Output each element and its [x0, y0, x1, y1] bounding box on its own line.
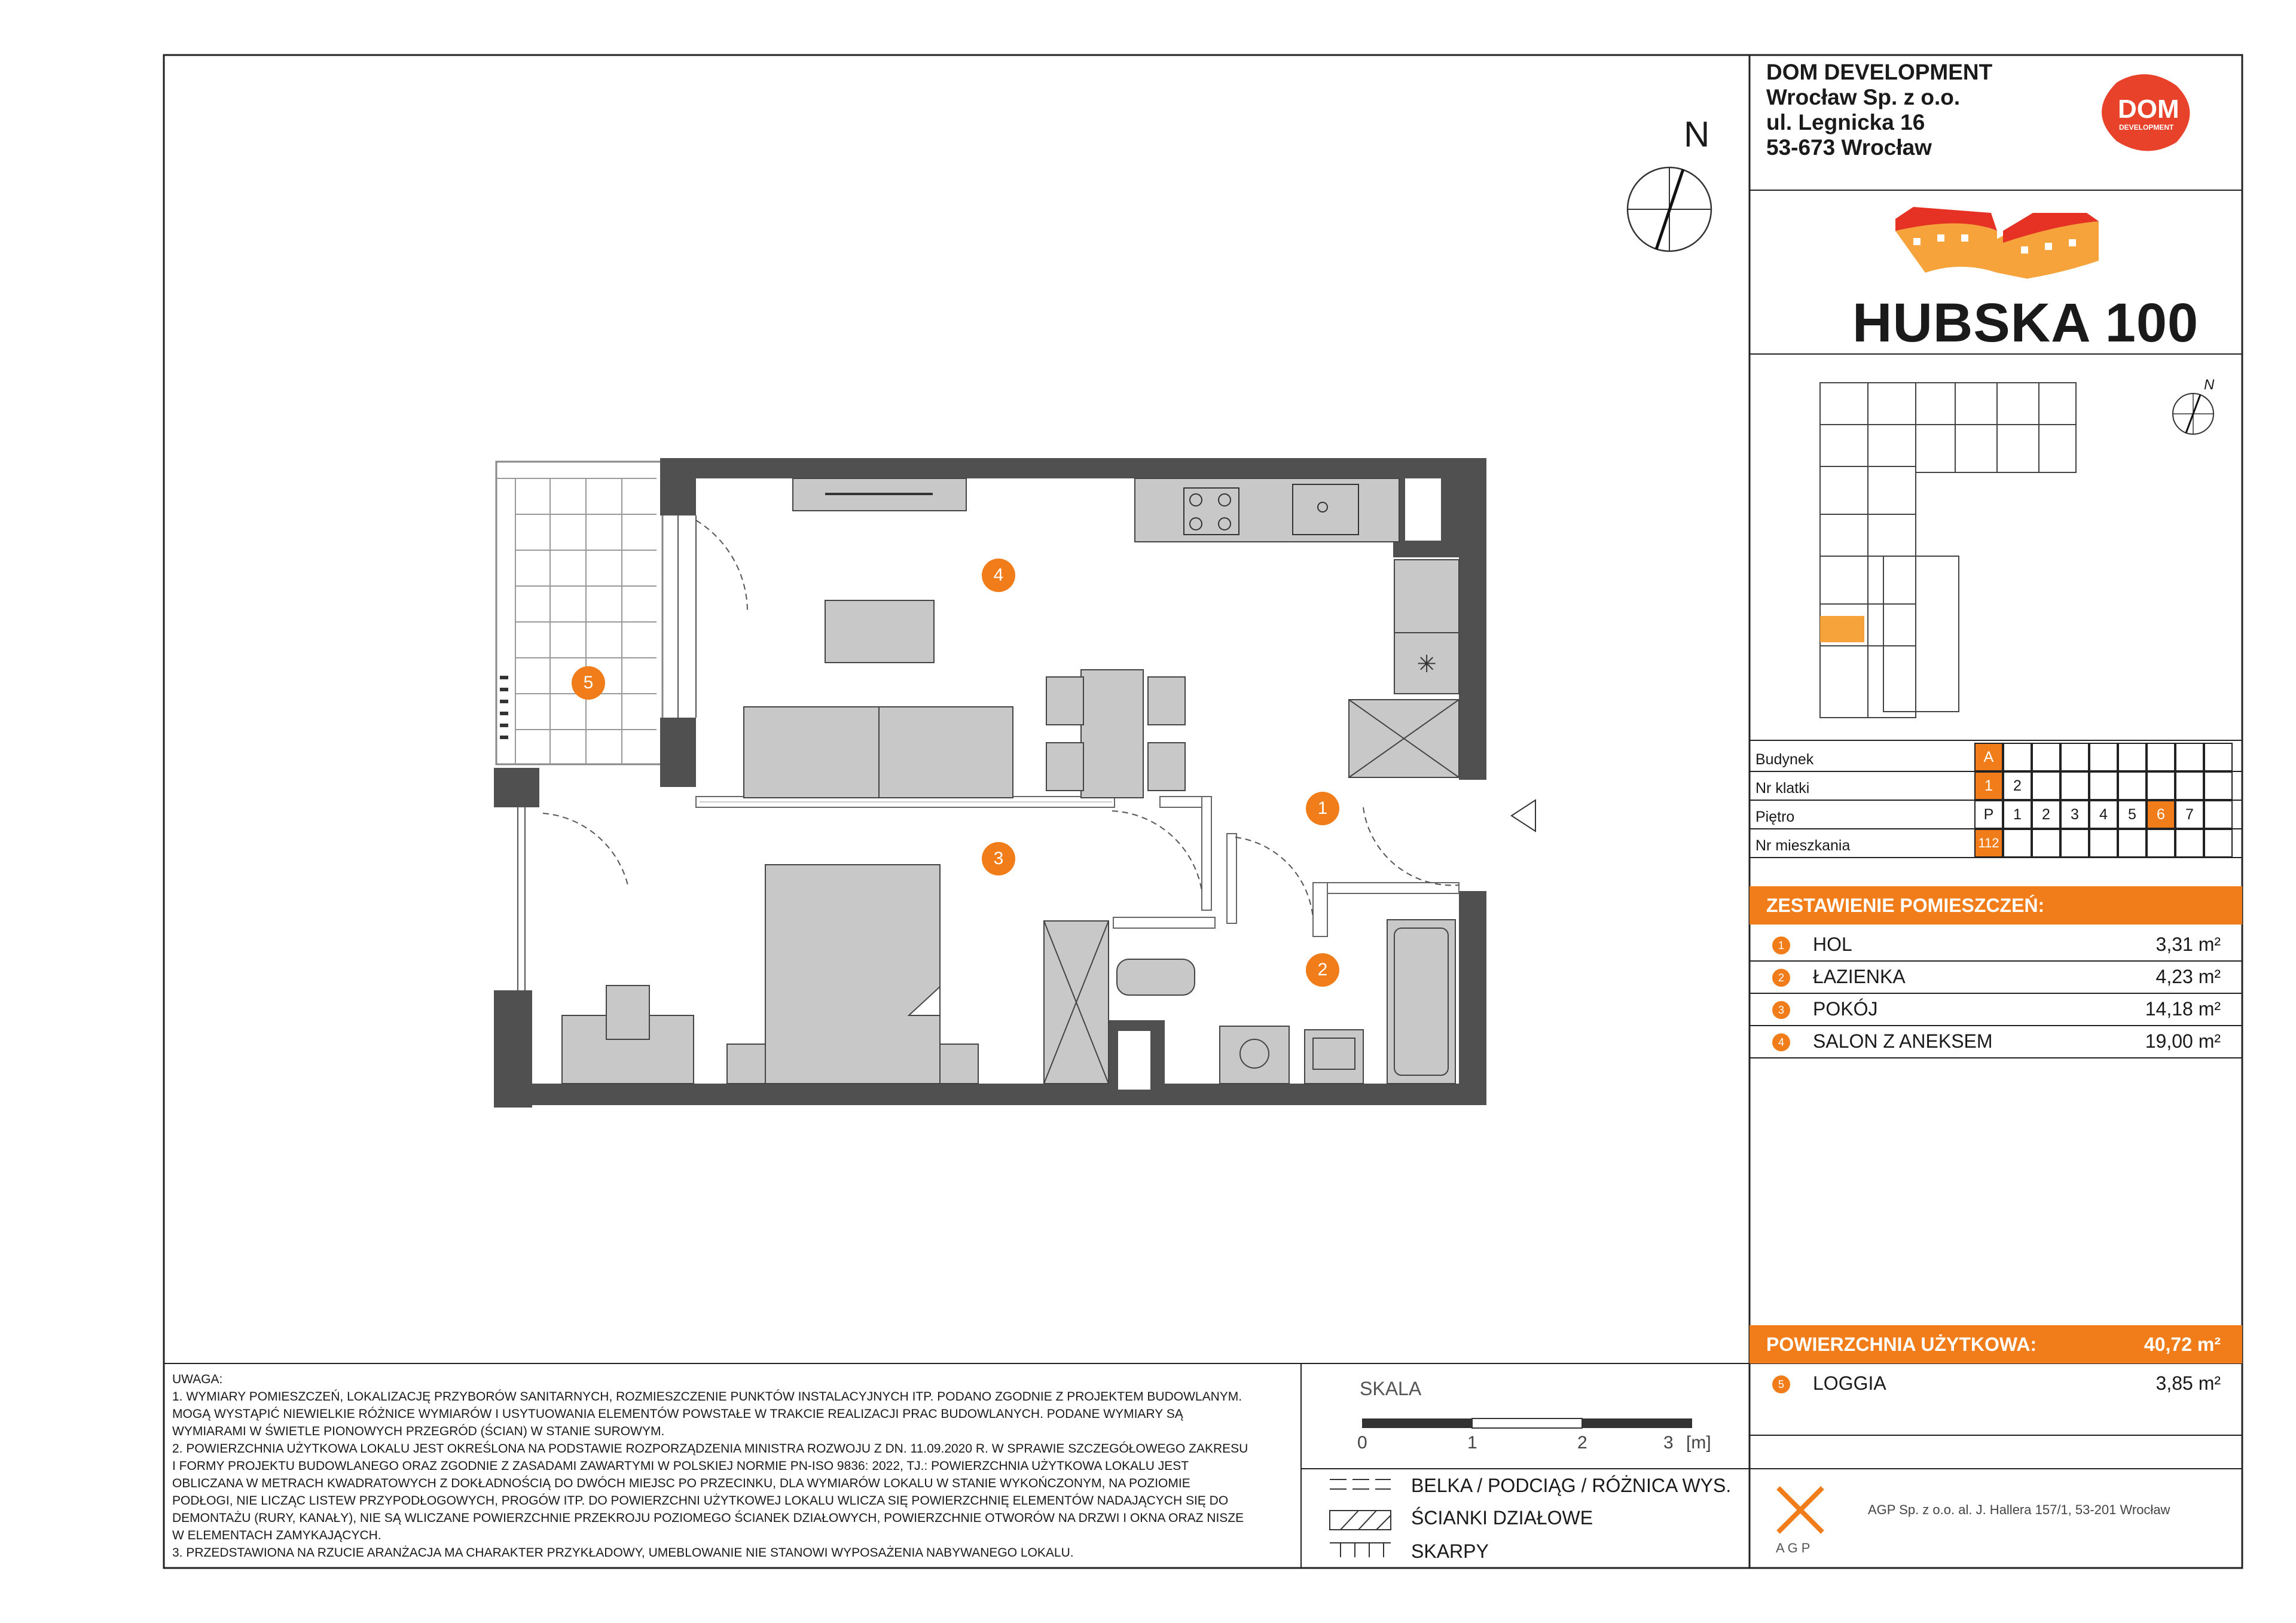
cell-pietro-5: 5: [2118, 800, 2147, 829]
cell-pietro-3: 3: [2060, 800, 2089, 829]
room-name-2: ŁAZIENKA: [1813, 966, 1906, 987]
rooms-header: [1750, 886, 2242, 925]
plan-badge-3: 3: [982, 842, 1015, 875]
room-num-2: 2: [1772, 969, 1790, 987]
kitchen-counter: [1135, 478, 1399, 542]
cell-mieszkanie-6: [2147, 829, 2175, 858]
note-line: DEMONTAŻU (RURY, KANAŁY), NIE SĄ WLICZANE POWIERZCHNIE PRZEKROJU POZIOMEGO ŚCIANEK DZIAŁOWYCH, POWIERZCHNIE OTWORÓW NA DRZWI I OKNA ORAZ NISZE: [172, 1511, 1244, 1525]
cell-klatka-0: 1: [1974, 771, 2003, 800]
cell-pietro-0: P: [1974, 800, 2003, 829]
cell-budynek-7: [2175, 743, 2204, 771]
room-area-4: 19,00 m²: [2145, 1030, 2221, 1052]
legend-reveals: SKARPY: [1411, 1540, 1489, 1562]
rooms-header-text: ZESTAWIENIE POMIESZCZEŃ:: [1766, 895, 2045, 916]
label-nr-mieszkania: Nr mieszkania: [1755, 837, 1851, 854]
cell-mieszkanie-7: [2175, 829, 2204, 858]
cell-mieszkanie-3: [2060, 829, 2089, 858]
compass-small-icon: [2172, 392, 2216, 437]
cell-klatka-8: [2204, 771, 2233, 800]
cell-pietro-1: 1: [2003, 800, 2032, 829]
notes: [172, 1371, 1296, 1561]
cell-mieszkanie-5: [2118, 829, 2147, 858]
cell-klatka-2: [2032, 771, 2060, 800]
toilet: [1117, 959, 1195, 995]
cell-pietro-7: 7: [2175, 800, 2204, 829]
room-row-3: [1750, 993, 2242, 1026]
bed: [765, 865, 940, 1084]
loggia-area: 3,85 m²: [2155, 1372, 2221, 1394]
cell-mieszkanie-2: [2032, 829, 2060, 858]
plan-badge-5: 5: [572, 666, 605, 700]
note-line: W ELEMENTACH ZAMYKAJĄCYCH.: [172, 1529, 381, 1542]
scale-tick-3: 3: [1663, 1433, 1674, 1453]
north-label: N: [1684, 114, 1710, 154]
loggia-area: [496, 462, 662, 764]
cell-budynek-8: [2204, 743, 2233, 771]
room-area-2: 4,23 m²: [2155, 966, 2221, 987]
cell-klatka-3: [2060, 771, 2089, 800]
film-strip-icon: [1889, 195, 2105, 285]
cell-mieszkanie-4: [2089, 829, 2118, 858]
note-line: PODŁOGI, NIE LICZĄC LISTEW PRZYPODŁOGOWYCH, PROGÓW ITP. DO POWIERZCHNI UŻYTKOWEJ LOKALU WLICZA SIĘ POWIERZCHNIĘ ELEMENTÓW NADAJĄCYCH SIĘ DO: [172, 1494, 1229, 1508]
bathtub: [1387, 920, 1455, 1084]
plan-badge-2: 2: [1306, 953, 1339, 987]
plan-badge-1: 1: [1306, 792, 1339, 825]
scale-title: SKALA: [1360, 1378, 1422, 1399]
entrance-arrow: [1512, 800, 1535, 831]
note-line: I FORMY PROJEKTU BUDOWLANEGO ORAZ ZGODNIE Z ZASADAMI ZAWARTYMI W POLSKIEJ NORMIE PN-ISO 9836: 2022, TJ.: POWIERZCHNIA UŻYTKOWA LOKALU JEST: [172, 1459, 1189, 1473]
cell-budynek-2: [2032, 743, 2060, 771]
key-plan-unit: [1820, 616, 1864, 642]
legend-icons: [1329, 1473, 1394, 1563]
legend-beam: BELKA / PODCIĄG / RÓŻNICA WYS.: [1411, 1475, 1732, 1496]
cell-budynek-1: [2003, 743, 2032, 771]
project-title: HUBSKA 100: [1852, 292, 2199, 353]
north-small-label: N: [2204, 377, 2215, 393]
cell-pietro-2: 2: [2032, 800, 2060, 829]
cell-budynek-5: [2118, 743, 2147, 771]
label-budynek: Budynek: [1755, 751, 1814, 768]
usable-area-label: POWIERZCHNIA UŻYTKOWA:: [1766, 1334, 2037, 1355]
cell-budynek-0: A: [1974, 743, 2003, 771]
note-line: UWAGA:: [172, 1372, 223, 1386]
scale-unit: [m]: [1686, 1433, 1711, 1453]
cell-klatka-4: [2089, 771, 2118, 800]
cell-budynek-3: [2060, 743, 2089, 771]
cell-mieszkanie-0: 112: [1974, 829, 2003, 858]
note-line: OBLICZANA W METRACH KWADRATOWYCH Z DOKŁADNOŚCIĄ DO DWÓCH MIEJSC PO PRZECINKU, DLA WYMIARÓW LOKALU W STANIE WYKOŃCZONYM, NA POZIOMIE: [172, 1476, 1190, 1490]
dom-logo-text: DOM: [2118, 94, 2179, 124]
usable-area-value: 40,72 m²: [2144, 1334, 2221, 1355]
note-line: 1. WYMIARY POMIESZCZEŃ, LOKALIZACJĘ PRZYBORÓW SANITARNYCH, ROZMIESZCZENIE PUNKTÓW INSTALACYJNYCH ITP. PODANO ZGODNIE Z PROJEKTEM BUDOWLANYM.: [172, 1390, 1242, 1404]
loggia-num: 5: [1772, 1375, 1790, 1393]
room-row-1: [1750, 928, 2242, 962]
note-line: 2. POWIERZCHNIA UŻYTKOWA LOKALU JEST OKREŚLONA NA PODSTAWIE ROZPORZĄDZENIA MINISTRA ROZWOJU Z DN. 11.09.2020 R. W SPRAWIE SZCZEGÓŁOWEGO ZAKRESU: [172, 1442, 1248, 1456]
legend-partitions: ŚCIANKI DZIAŁOWE: [1411, 1507, 1593, 1529]
room-name-3: POKÓJ: [1813, 998, 1878, 1020]
note-line: 3. PRZEDSTAWIONA NA RZUCIE ARANŻACJA MA CHARAKTER PRZYKŁADOWY, UMEBLOWANIE NIE STANOWI WYPOSAŻENIA NABYWANEGO LOKALU.: [172, 1546, 1074, 1560]
plan-badge-4: 4: [982, 559, 1015, 592]
room-name-4: SALON Z ANEKSEM: [1813, 1030, 1993, 1052]
room-row-2: [1750, 960, 2242, 994]
cell-mieszkanie-8: [2204, 829, 2233, 858]
cell-klatka-5: [2118, 771, 2147, 800]
svg-text:✳: ✳: [1416, 651, 1437, 678]
note-line: WYMIARAMI W ŚWIETLE PIONOWYCH PRZEGRÓD (ŚCIAN) W STANIE SUROWYM.: [172, 1424, 665, 1438]
room-area-3: 14,18 m²: [2145, 998, 2221, 1020]
loggia-row: [1750, 1367, 2242, 1399]
cell-mieszkanie-1: [2003, 829, 2032, 858]
developer-street: ul. Legnicka 16: [1766, 110, 1925, 135]
cell-pietro-8: [2204, 800, 2233, 829]
cell-klatka-7: [2175, 771, 2204, 800]
label-pietro: Piętro: [1755, 809, 1795, 825]
scale-bar: [1357, 1415, 1698, 1433]
cell-pietro-6: 6: [2147, 800, 2175, 829]
room-num-3: 3: [1772, 1001, 1790, 1019]
agp-logo-letters: A G P: [1776, 1540, 1810, 1555]
loggia-name: LOGGIA: [1813, 1372, 1886, 1394]
scale-tick-0: 0: [1357, 1433, 1367, 1453]
room-name-1: HOL: [1813, 933, 1852, 955]
developer-logo: [2093, 71, 2200, 154]
agp-logo-icon: [1773, 1483, 1827, 1537]
usable-area-band: [1750, 1325, 2242, 1363]
coffee-table: [825, 600, 934, 663]
room-num-4: 4: [1772, 1033, 1790, 1051]
scale-tick-1: 1: [1467, 1433, 1477, 1453]
dom-logo-subtext: DEVELOPMENT: [2119, 123, 2174, 132]
dining-table: [1081, 670, 1143, 798]
room-row-4: [1750, 1025, 2242, 1058]
architect-address: AGP Sp. z o.o. al. J. Hallera 157/1, 53-201 Wrocław: [1868, 1502, 2170, 1517]
cell-budynek-4: [2089, 743, 2118, 771]
developer-company: Wrocław Sp. z o.o.: [1766, 85, 1961, 109]
developer-city: 53-673 Wrocław: [1766, 135, 1932, 160]
key-plan: [1794, 377, 2093, 730]
note-line: MOGĄ WYSTĄPIĆ NIEWIELKIE RÓŻNICE WYMIARÓW I USYTUOWANIA ELEMENTÓW POWSTAŁE W TRAKCIE REALIZACJI PRAC BUDOWLANYCH. PODANE WYMIARY SĄ: [172, 1407, 1183, 1421]
washing-machine: [1220, 1026, 1289, 1084]
scale-tick-2: 2: [1577, 1433, 1587, 1453]
developer-name: DOM DEVELOPMENT: [1766, 60, 1993, 84]
cell-pietro-4: 4: [2089, 800, 2118, 829]
room-num-1: 1: [1772, 936, 1790, 954]
cell-klatka-6: [2147, 771, 2175, 800]
cell-budynek-6: [2147, 743, 2175, 771]
room-area-1: 3,31 m²: [2155, 933, 2221, 955]
cell-klatka-1: 2: [2003, 771, 2032, 800]
label-nr-klatki: Nr klatki: [1755, 780, 1810, 797]
